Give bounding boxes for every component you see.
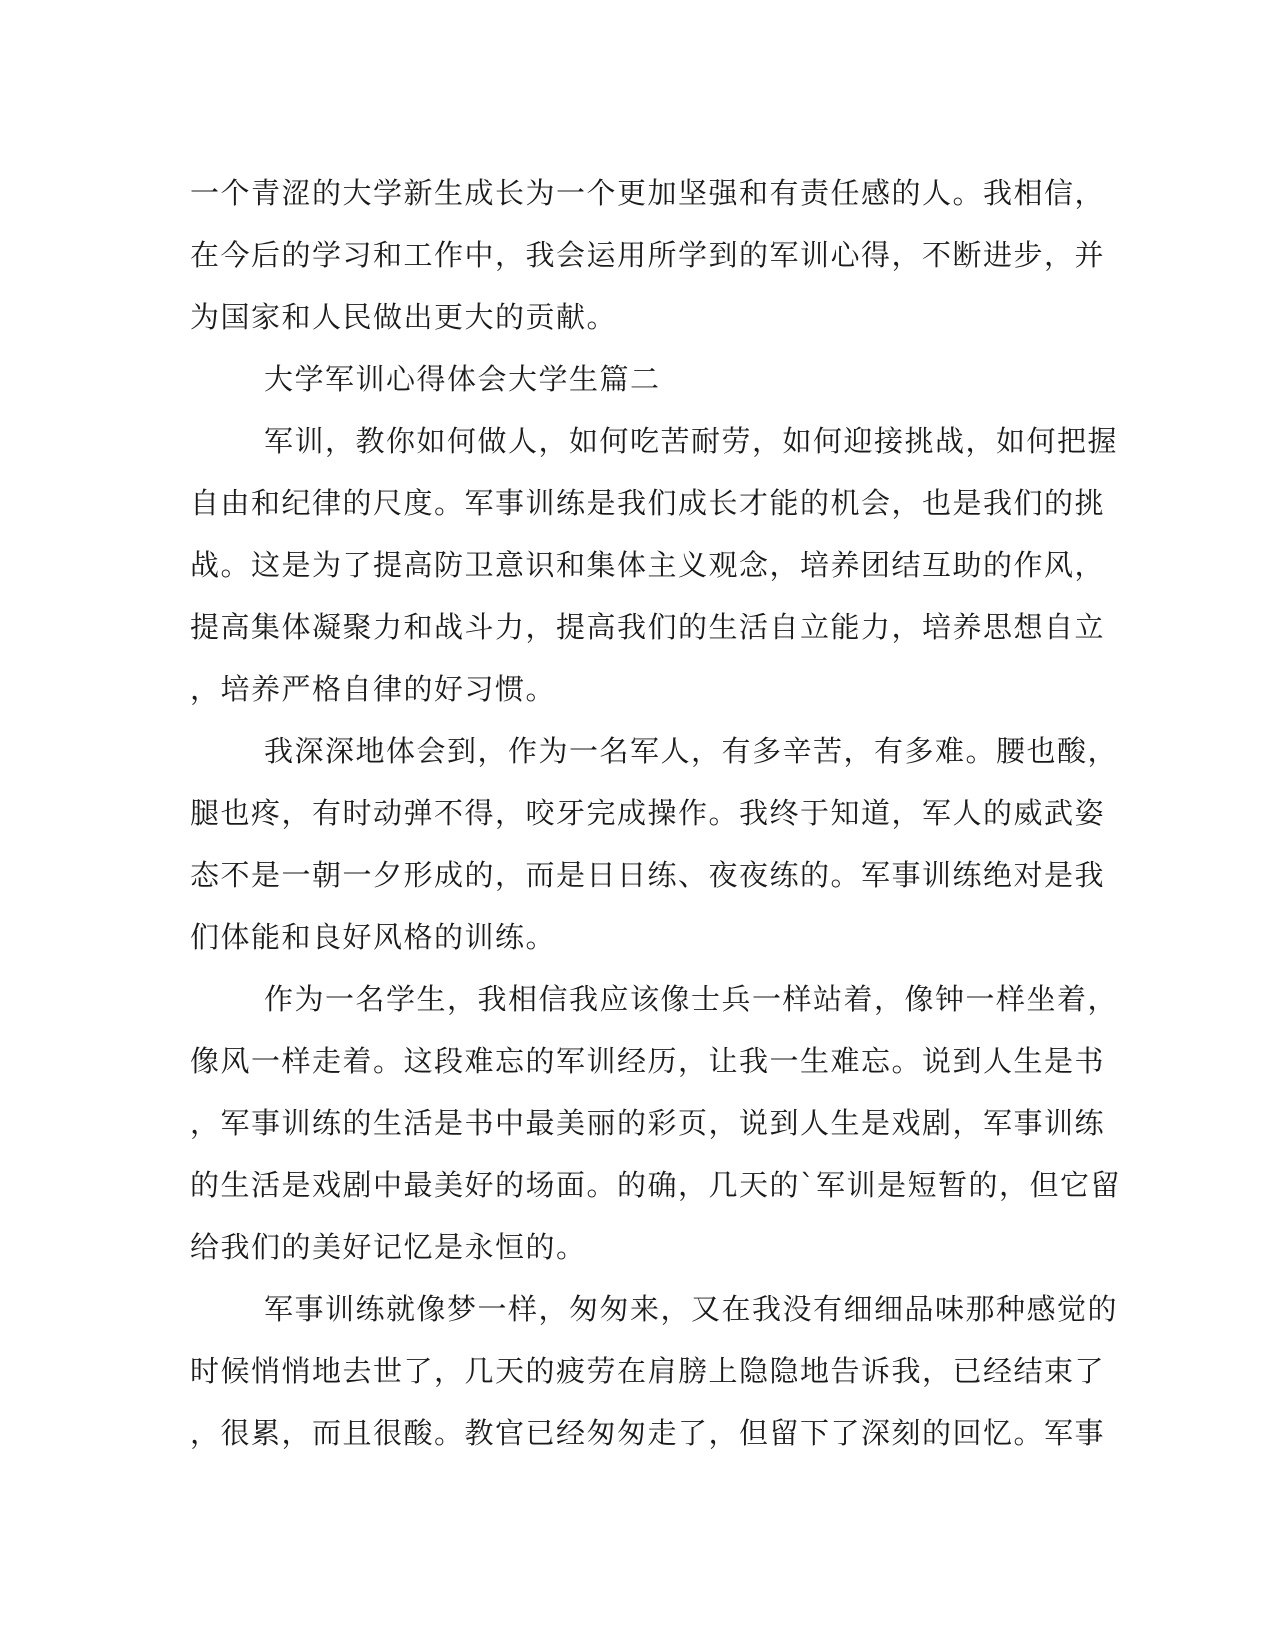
text-line: ，培养严格自律的好习惯。 [190,672,557,706]
text-line: 态不是一朝一夕形成的，而是日日练、夜夜练的。军事训练绝对是我 [190,858,1106,892]
text-line: 战。这是为了提高防卫意识和集体主义观念，培养团结互助的作风， [190,548,1106,582]
document-body [190,162,1122,1464]
text-line: 作为一名学生，我相信我应该像士兵一样站着，像钟一样坐着， [264,982,1119,1016]
text-line: ，军事训练的生活是书中最美丽的彩页，说到人生是戏剧，军事训练 [190,1106,1106,1140]
text-line: 提高集体凝聚力和战斗力，提高我们的生活自立能力，培养思想自立 [190,610,1106,644]
text-line: 时候悄悄地去世了，几天的疲劳在肩膀上隐隐地告诉我，已经结束了 [190,1354,1106,1388]
text-line: 自由和纪律的尺度。军事训练是我们成长才能的机会，也是我们的挑 [190,486,1106,520]
text-line: 腿也疼，有时动弹不得，咬牙完成操作。我终于知道，军人的威武姿 [190,796,1106,830]
text-line: ，很累，而且很酸。教官已经匆匆走了，但留下了深刻的回忆。军事 [190,1416,1106,1450]
text-line: 在今后的学习和工作中，我会运用所学到的军训心得，不断进步，并 [190,238,1106,272]
text-line: 军事训练就像梦一样，匆匆来，又在我没有细细品味那种感觉的 [264,1292,1119,1326]
text-line: 像风一样走着。这段难忘的军训经历，让我一生难忘。说到人生是书 [190,1044,1106,1078]
section-heading: 大学军训心得体会大学生篇二 [264,362,661,396]
text-line: 给我们的美好记忆是永恒的。 [190,1230,587,1264]
text-line: 们体能和良好风格的训练。 [190,920,557,954]
text-line: 军训，教你如何做人，如何吃苦耐劳，如何迎接挑战，如何把握 [264,424,1119,458]
text-line: 的生活是戏剧中最美好的场面。的确，几天的`军训是短暂的，但它留 [190,1168,1122,1202]
text-line: 一个青涩的大学新生成长为一个更加坚强和有责任感的人。我相信， [190,176,1106,210]
text-line: 为国家和人民做出更大的贡献。 [190,300,618,334]
text-line: 我深深地体会到，作为一名军人，有多辛苦，有多难。腰也酸， [264,734,1119,768]
